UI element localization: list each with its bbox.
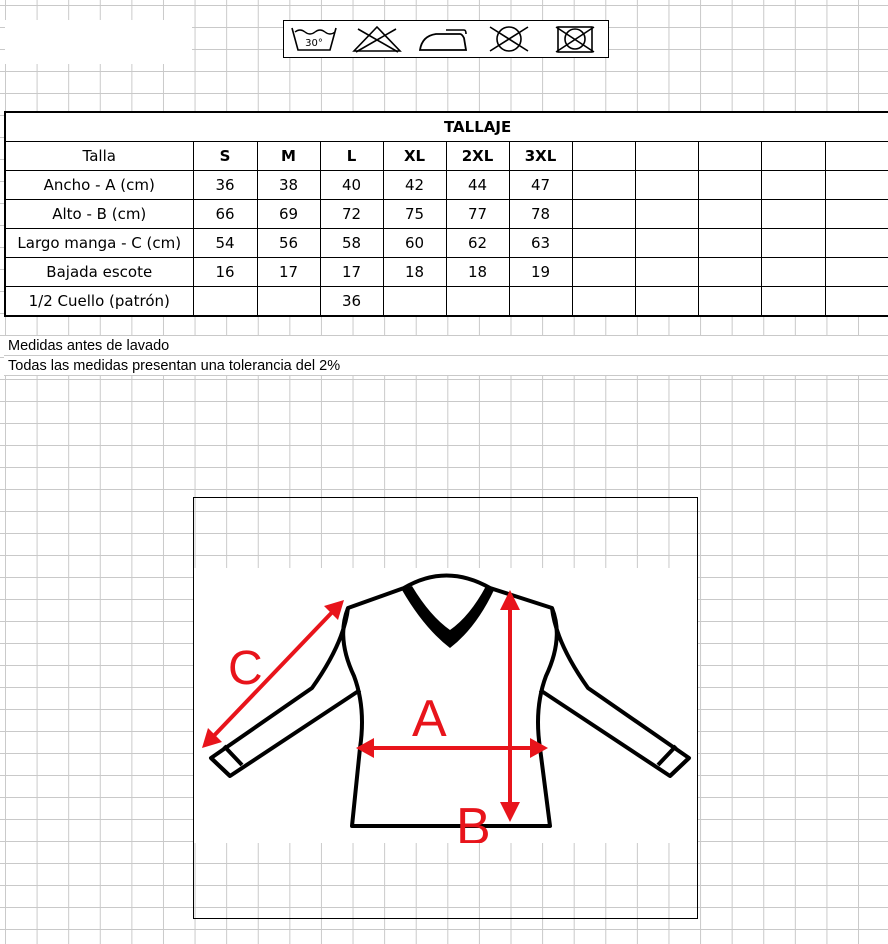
row-label: Ancho - A (cm)	[5, 171, 193, 200]
empty-cell	[635, 229, 698, 258]
size-header-label: Talla	[5, 142, 193, 171]
table-cell: 16	[193, 258, 257, 287]
empty-cell	[635, 142, 698, 171]
table-cell: 38	[257, 171, 320, 200]
no-dry-clean-icon	[548, 24, 602, 54]
table-cell: 63	[509, 229, 572, 258]
empty-cell	[825, 142, 888, 171]
row-label: Alto - B (cm)	[5, 200, 193, 229]
table-cell: 62	[446, 229, 509, 258]
table-cell	[446, 287, 509, 317]
table-row	[5, 258, 888, 287]
table-cell: 36	[193, 171, 257, 200]
collar-shape	[402, 586, 494, 648]
empty-cell	[635, 287, 698, 317]
row-label: Bajada escote	[5, 258, 193, 287]
empty-cell	[698, 171, 761, 200]
empty-cell	[572, 258, 635, 287]
table-cell: 36	[320, 287, 383, 317]
size-header-cell: 2XL	[446, 142, 509, 171]
table-cell: 17	[257, 258, 320, 287]
label-b: B	[456, 798, 491, 843]
size-header-cell: L	[320, 142, 383, 171]
empty-cell	[698, 258, 761, 287]
table-cell: 17	[320, 258, 383, 287]
size-table	[4, 111, 888, 317]
table-cell: 42	[383, 171, 446, 200]
table-cell: 44	[446, 171, 509, 200]
table-cell: 18	[446, 258, 509, 287]
empty-cell	[572, 200, 635, 229]
table-cell	[193, 287, 257, 317]
table-row	[5, 229, 888, 258]
wash-30-icon	[290, 24, 338, 54]
table-cell: 19	[509, 258, 572, 287]
measurement-arrows	[202, 590, 548, 822]
empty-cell	[825, 200, 888, 229]
table-cell	[509, 287, 572, 317]
table-cell	[383, 287, 446, 317]
size-header-cell: 3XL	[509, 142, 572, 171]
size-header-cell: M	[257, 142, 320, 171]
empty-cell	[825, 229, 888, 258]
table-cell: 47	[509, 171, 572, 200]
empty-cell	[635, 200, 698, 229]
empty-cell	[635, 258, 698, 287]
empty-cell	[761, 171, 825, 200]
no-bleach-icon	[350, 24, 404, 54]
empty-cell	[572, 229, 635, 258]
table-cell	[257, 287, 320, 317]
size-header-cell: S	[193, 142, 257, 171]
table-cell: 56	[257, 229, 320, 258]
empty-cell	[635, 171, 698, 200]
sweater-outline	[211, 576, 689, 827]
empty-cell	[825, 287, 888, 317]
empty-cell	[572, 287, 635, 317]
table-cell: 77	[446, 200, 509, 229]
table-cell: 75	[383, 200, 446, 229]
empty-cell	[698, 200, 761, 229]
table-cell: 40	[320, 171, 383, 200]
table-cell: 69	[257, 200, 320, 229]
table-cell: 54	[193, 229, 257, 258]
empty-cell	[698, 142, 761, 171]
empty-cell	[761, 142, 825, 171]
table-cell: 18	[383, 258, 446, 287]
table-cell: 66	[193, 200, 257, 229]
size-header-cell: XL	[383, 142, 446, 171]
row-label: 1/2 Cuello (patrón)	[5, 287, 193, 317]
empty-cell	[761, 287, 825, 317]
table-cell: 58	[320, 229, 383, 258]
table-cell: 78	[509, 200, 572, 229]
empty-cell	[572, 142, 635, 171]
table-row	[5, 200, 888, 229]
empty-cell	[698, 287, 761, 317]
wash-temp-label: 30°	[305, 38, 323, 49]
note-before-wash: Medidas antes de lavado	[4, 336, 888, 356]
label-c: C	[228, 642, 263, 695]
garment-diagram	[194, 568, 697, 843]
empty-cell	[572, 171, 635, 200]
care-symbols-strip	[283, 20, 609, 58]
empty-cell	[761, 258, 825, 287]
empty-cell	[698, 229, 761, 258]
iron-icon	[416, 24, 470, 54]
empty-cell	[761, 229, 825, 258]
table-cell: 60	[383, 229, 446, 258]
sweater-illustration	[194, 568, 697, 843]
table-cell: 72	[320, 200, 383, 229]
header-blank-cell	[5, 20, 192, 64]
table-row	[5, 287, 888, 317]
table-header-row	[5, 142, 888, 171]
note-tolerance: Todas las medidas presentan una tolerancia del 2%	[4, 356, 888, 376]
empty-cell	[825, 171, 888, 200]
garment-diagram-frame	[193, 497, 698, 919]
table-title: TALLAJE	[5, 112, 888, 142]
row-label: Largo manga - C (cm)	[5, 229, 193, 258]
empty-cell	[825, 258, 888, 287]
table-row	[5, 171, 888, 200]
label-a: A	[412, 690, 447, 748]
no-tumble-dry-icon	[482, 24, 536, 54]
empty-cell	[761, 200, 825, 229]
